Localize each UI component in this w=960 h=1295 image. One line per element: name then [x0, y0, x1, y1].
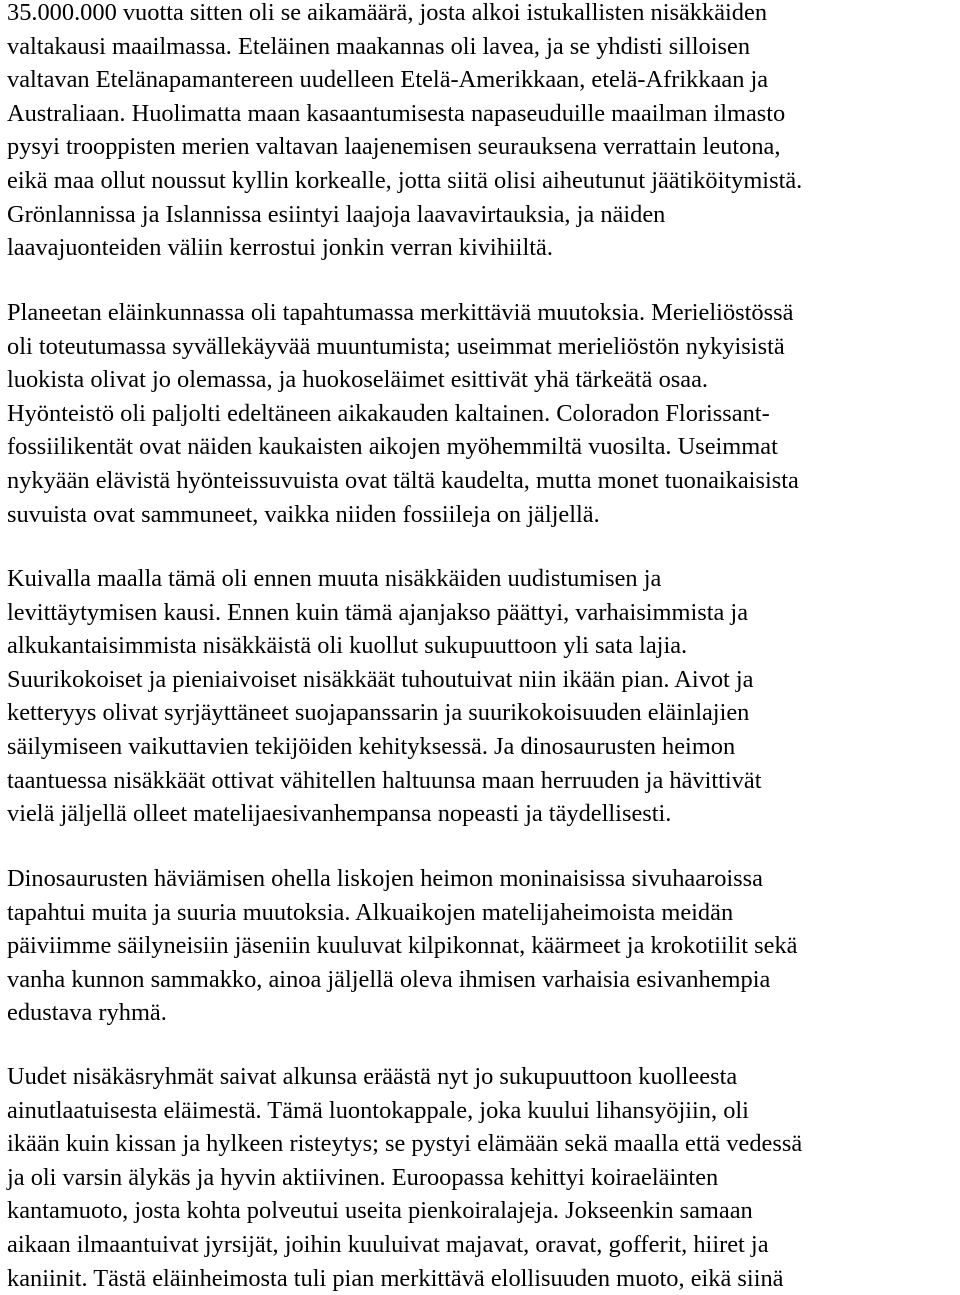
paragraph-2 [7, 296, 957, 531]
paragraph-1 [7, 0, 957, 265]
text-line: päiviimme säilyneisiin jäseniin kuuluvat kilpikonnat, käärmeet ja krokotiilit sekä [7, 932, 798, 960]
text-line: edustava ryhmä. [7, 999, 167, 1027]
paragraph-5 [7, 1060, 957, 1295]
paragraph-3 [7, 562, 957, 831]
text-line: Hyönteistö oli paljolti edeltäneen aikakauden kaltainen. Coloradon Florissant- [7, 399, 770, 427]
text-line: Suurikokoiset ja pieniaivoiset nisäkkäät tuhoutuivat niin ikään pian. Aivot ja [7, 665, 754, 693]
text-line: Australiaan. Huolimatta maan kasaantumisesta napaseuduille maailman ilmasto [7, 99, 786, 127]
text-line: nykyään elävistä hyönteissuvuista ovat tältä kaudelta, mutta monet tuonaikaisista [7, 466, 799, 494]
text-line: oli toteutumassa syvällekäyvää muuntumista; useimmat merieliöstön nykyisistä [7, 332, 785, 360]
text-line: pysyi trooppisten merien valtavan laajenemisen seurauksena verrattain leutona, [7, 133, 781, 161]
text-line: ja oli varsin älykäs ja hyvin aktiivinen. Euroopassa kehittyi koiraeläinten [7, 1163, 719, 1191]
text-line: 35.000.000 vuotta sitten oli se aikamäärä, josta alkoi istukallisten nisäkkäiden [7, 0, 768, 26]
text-line: tapahtui muita ja suuria muutoksia. Alkuaikojen matelijaheimoista meidän [7, 898, 734, 926]
text-line: kaniinit. Tästä eläinheimosta tuli pian merkittävä elollisuuden muoto, eikä siinä [7, 1264, 784, 1292]
text-line: luokista olivat jo olemassa, ja huokoseläimet esittivät yhä tärkeätä osaa. [7, 366, 709, 394]
text-line: levittäytymisen kausi. Ennen kuin tämä ajanjakso päättyi, varhaisimmista ja [7, 598, 749, 626]
text-line: Planeetan eläinkunnassa oli tapahtumassa merkittäviä muutoksia. Merieliöstössä [7, 299, 794, 326]
text-line: suvuista ovat sammuneet, vaikka niiden fossiileja on jäljellä. [7, 500, 600, 528]
paragraph-4 [7, 862, 957, 1030]
text-line: ikään kuin kissan ja hylkeen risteytys; se pystyi elämään sekä maalla että vedessä [7, 1130, 803, 1158]
text-line: valtavan Etelänapamantereen uudelleen Etelä-Amerikkaan, etelä-Afrikkaan ja [7, 66, 769, 94]
text-line: Uudet nisäkäsryhmät saivat alkunsa eräästä nyt jo sukupuuttoon kuolleesta [7, 1063, 738, 1090]
text-line: Grönlannissa ja Islannissa esiintyi laajoja laavavirtauksia, ja näiden [7, 200, 666, 228]
text-line: ketteryys olivat syrjäyttäneet suojapanssarin ja suurikokoisuuden eläinlajien [7, 699, 750, 727]
text-line: taantuessa nisäkkäät ottivat vähitellen haltuunsa maan herruuden ja hävittivät [7, 766, 762, 794]
text-line: alkukantaisimmista nisäkkäistä oli kuollut sukupuuttoon yli sata lajia. [7, 632, 688, 660]
text-line: aikaan ilmaantuivat jyrsijät, joihin kuuluivat majavat, oravat, gofferit, hiiret ja [7, 1230, 769, 1258]
text-line: säilymiseen vaikuttavien tekijöiden kehityksessä. Ja dinosaurusten heimon [7, 732, 736, 760]
text-line: Dinosaurusten häviämisen ohella liskojen heimon moninaisissa sivuhaaroissa [7, 865, 763, 892]
text-line: valtakausi maailmassa. Eteläinen maakannas oli lavea, ja se yhdisti silloisen [7, 32, 751, 60]
text-line: laavajuonteiden väliin kerrostui jonkin verran kivihiiltä. [7, 234, 553, 262]
text-line: vielä jäljellä olleet matelijaesivanhempansa nopeasti ja täydellisesti. [7, 800, 672, 828]
text-line: Kuivalla maalla tämä oli ennen muuta nisäkkäiden uudistumisen ja [7, 565, 662, 592]
text-line: kantamuoto, josta kohta polveutui useita pienkoiralajeja. Jokseenkin samaan [7, 1197, 753, 1225]
text-line: fossiilikentät ovat näiden kaukaisten aikojen myöhemmiltä vuosilta. Useimmat [7, 433, 778, 461]
text-line: ainutlaatuisesta eläimestä. Tämä luontokappale, joka kuului lihansyöjiin, oli [7, 1096, 749, 1124]
text-line: eikä maa ollut noussut kyllin korkealle, jotta siitä olisi aiheutunut jäätiköitymistä. [7, 166, 803, 194]
text-line: vanha kunnon sammakko, ainoa jäljellä oleva ihmisen varhaisia esivanhempia [7, 965, 771, 993]
